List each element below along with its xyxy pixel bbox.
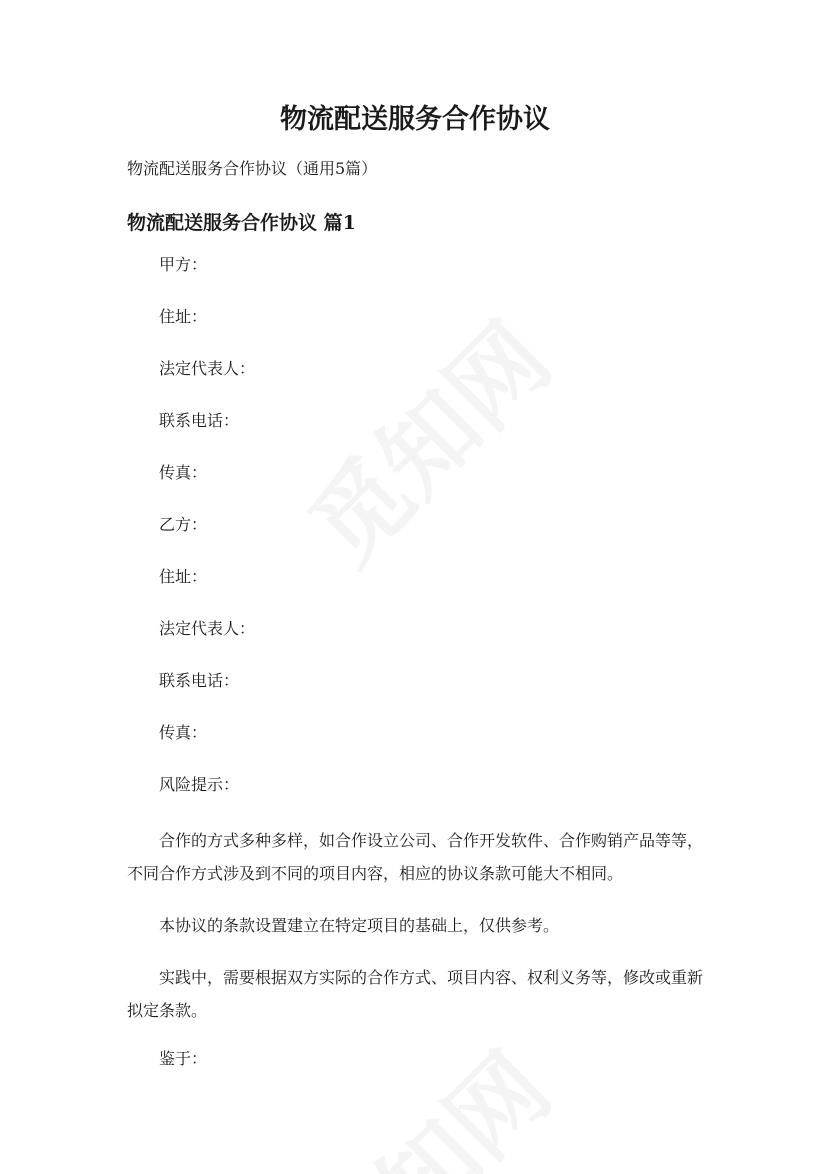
field-risk-notice: 风险提示： xyxy=(159,775,240,794)
document-body xyxy=(127,252,707,1098)
field-party-b-phone: 联系电话： xyxy=(159,671,240,690)
paragraph-reference-only: 本协议的条款设置建立在特定项目的基础上，仅供参考。 xyxy=(159,916,560,935)
field-whereas: 鉴于： xyxy=(159,1049,208,1068)
paragraph-cooperation-methods: 合作的方式多种多样，如合作设立公司、合作开发软件、合作购销产品等等，不同合作方式涉及到不同的项目内容，相应的协议条款可能大不相同。 xyxy=(127,831,704,883)
field-party-a-address: 住址： xyxy=(159,307,208,326)
field-party-a-legal-rep: 法定代表人： xyxy=(159,359,256,378)
section-heading: 物流配送服务合作协议 篇1 xyxy=(127,212,356,234)
field-party-a-fax: 传真： xyxy=(159,463,208,482)
field-party-b: 乙方： xyxy=(159,515,208,534)
document-subtitle: 物流配送服务合作协议（通用5篇） xyxy=(127,159,378,178)
field-party-b-fax: 传真： xyxy=(159,723,208,742)
field-party-a: 甲方： xyxy=(159,255,208,274)
field-party-b-address: 住址： xyxy=(159,567,208,586)
field-party-b-legal-rep: 法定代表人： xyxy=(159,619,256,638)
document-title: 物流配送服务合作协议 xyxy=(280,104,550,135)
paragraph-practice: 实践中，需要根据双方实际的合作方式、项目内容、权利义务等，修改或重新拟定条款。 xyxy=(127,968,704,1020)
field-party-a-phone: 联系电话： xyxy=(159,411,240,430)
